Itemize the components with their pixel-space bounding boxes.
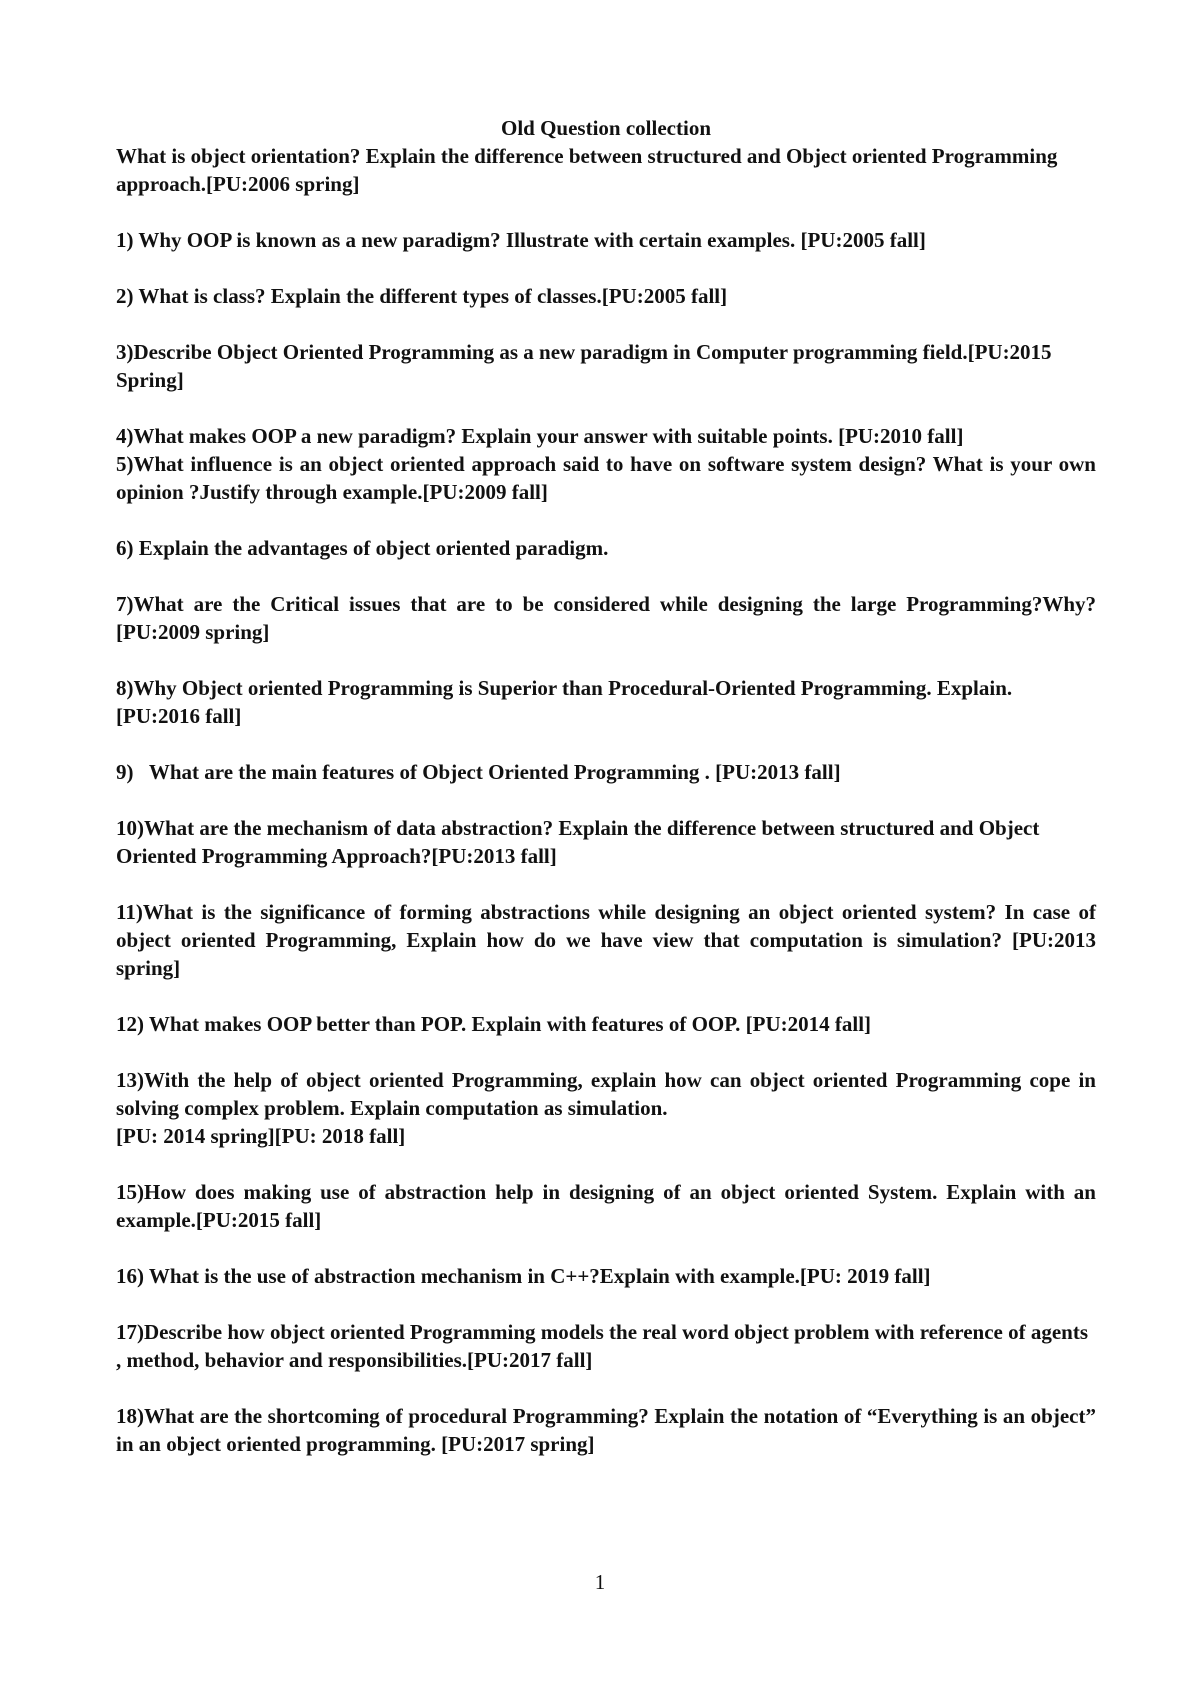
document-body (116, 114, 1096, 1486)
page-number: 1 (594, 1570, 606, 1594)
question-17: 17)Describe how object oriented Programming models the real word object problem with reference of agents , method, behavior and responsibilities.[PU:2017 fall] (116, 1320, 1089, 1372)
question-5: 5)What influence is an object oriented approach said to have on software system design? What is your own opinion ?Justify through example.[PU:2009 fall] (116, 452, 1096, 504)
question-13-reference: [PU: 2014 spring][PU: 2018 fall] (116, 1124, 406, 1148)
question-6: 6) Explain the advantages of object oriented paradigm. (116, 536, 609, 560)
question-18: 18)What are the shortcoming of procedural Programming? Explain the notation of “Everything is an object” in an object oriented programming. [PU:2017 spring] (116, 1404, 1096, 1456)
question-15: 15)How does making use of abstraction help in designing of an object oriented System. Explain with an example.[PU:2015 fall] (116, 1180, 1096, 1232)
question-10: 10)What are the mechanism of data abstraction? Explain the difference between structured and Object Oriented Programming Approach?[PU:2013 fall] (116, 816, 1040, 868)
question-8: 8)Why Object oriented Programming is Superior than Procedural-Oriented Programming. Explain.[PU:2016 fall] (116, 676, 1013, 728)
question-2: 2) What is class? Explain the different types of classes.[PU:2005 fall] (116, 284, 728, 308)
question-12: 12) What makes OOP better than POP. Explain with features of OOP. [PU:2014 fall] (116, 1012, 872, 1036)
question-16: 16) What is the use of abstraction mechanism in C++?Explain with example.[PU: 2019 fall] (116, 1264, 931, 1288)
question-7: 7)What are the Critical issues that are to be considered while designing the large Programming?Why? [PU:2009 spring] (116, 592, 1096, 644)
question-13: 13)With the help of object oriented Programming, explain how can object oriented Programming cope in solving complex problem. Explain computation as simulation. (116, 1068, 1096, 1120)
question-3: 3)Describe Object Oriented Programming as a new paradigm in Computer programming field.[PU:2015 Spring] (116, 340, 1052, 392)
document-title: Old Question collection (501, 116, 711, 140)
question-1: 1) Why OOP is known as a new paradigm? Illustrate with certain examples. [PU:2005 fall] (116, 228, 926, 252)
question-11: 11)What is the significance of forming abstractions while designing an object oriented system? In case of object oriented Programming, Explain how do we have view that computation is simulation? [PU:2013 spring] (116, 900, 1096, 980)
question-9: 9) What are the main features of Object Oriented Programming . [PU:2013 fall] (116, 760, 841, 784)
question-4: 4)What makes OOP a new paradigm? Explain your answer with suitable points. [PU:2010 fall] (116, 424, 964, 448)
intro-question: What is object orientation? Explain the difference between structured and Object oriented Programming approach.[PU:2006 spring] (116, 144, 1058, 196)
